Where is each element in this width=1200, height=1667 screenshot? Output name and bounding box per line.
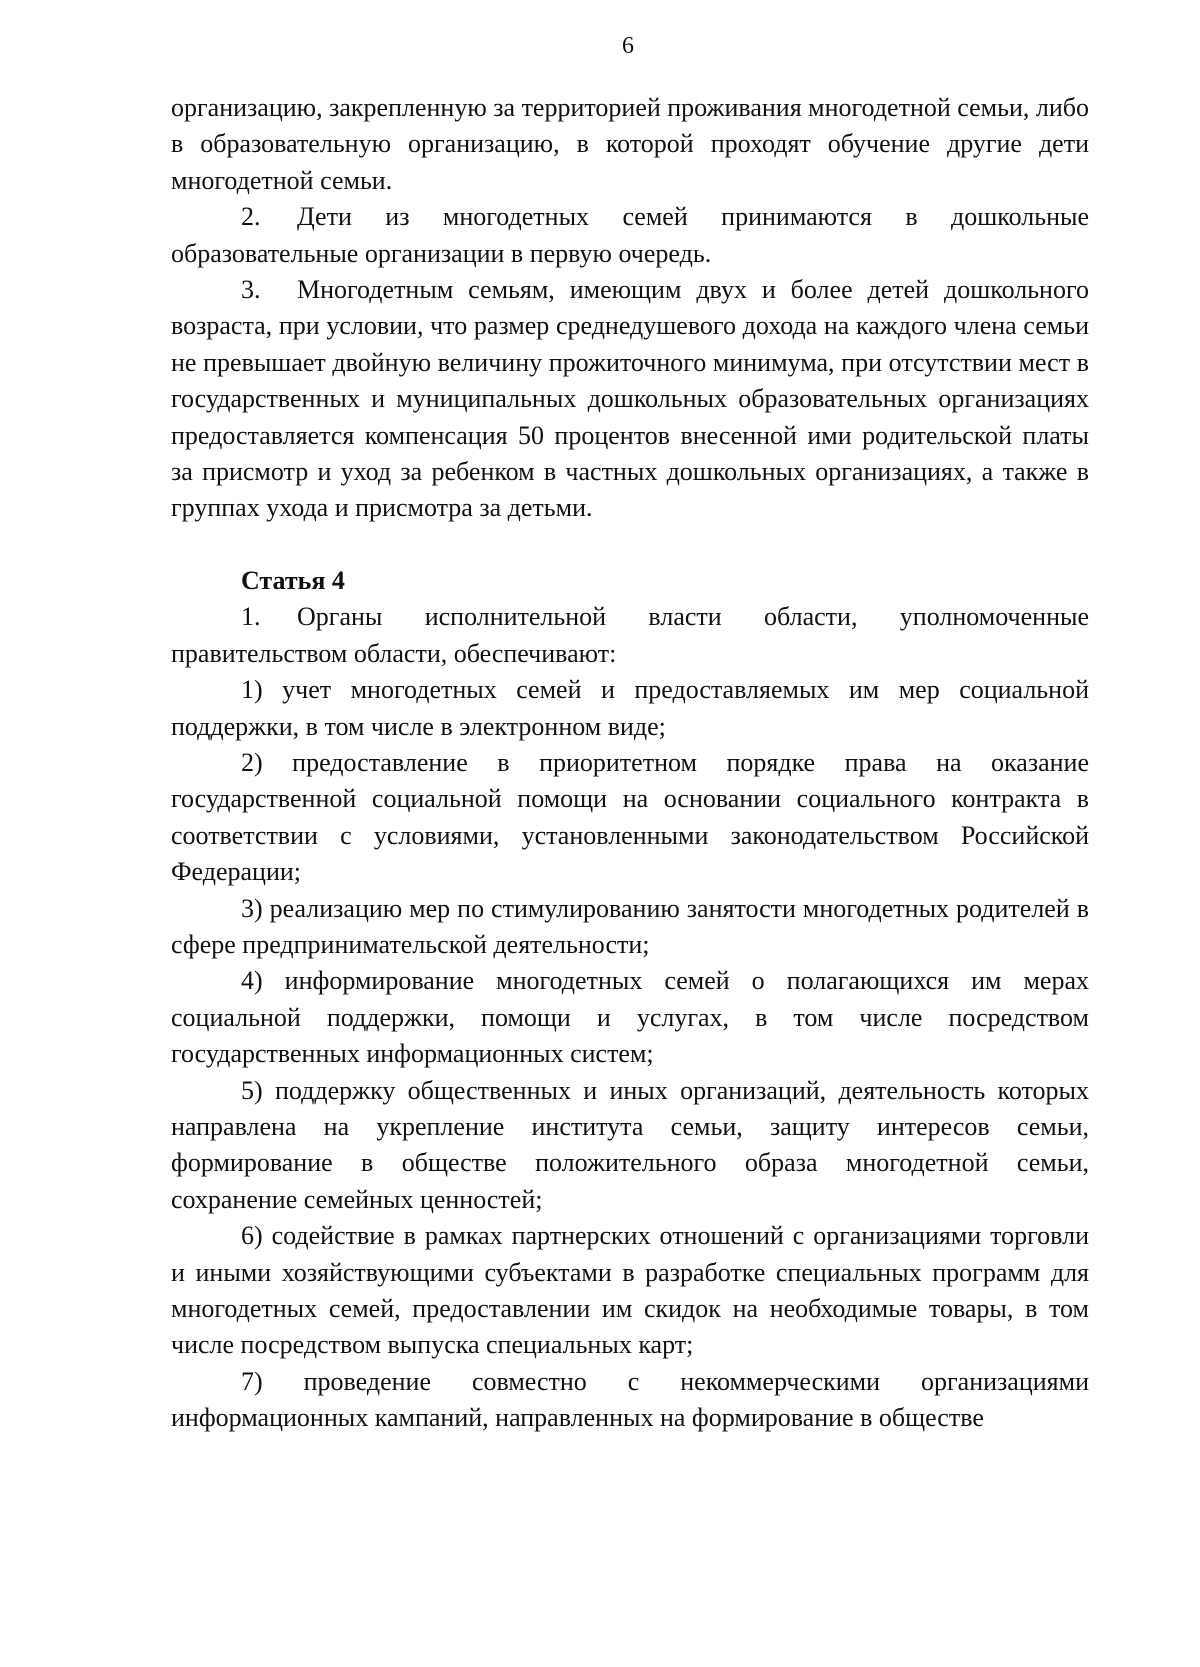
list-item: 1) учет многодетных семей и предоставляемых им мер социальной поддержки, в том числе в электронном виде; bbox=[171, 675, 1089, 741]
list-item: 7) проведение совместно с некоммерческими организациями информационных кампаний, направленных на формирование в обществе bbox=[171, 1366, 1089, 1433]
list-item: 5) поддержку общественных и иных организаций, деятельность которых направлена на укрепление института семьи, защиту интересов семьи, формирование в обществе положительного образа многодетной семьи, сохранение семейных ценностей; bbox=[171, 1075, 1089, 1214]
paragraph-continuation: организацию, закрепленную за территорией проживания многодетной семьи, либо в образовательную организацию, в которой проходят обучение другие дети многодетной семьи. bbox=[171, 93, 1090, 195]
point-text: Дети из многодетных семей принимаются в дошкольные образовательные организации в первую очередь. bbox=[171, 202, 1089, 268]
paragraph-article-point-1 bbox=[171, 599, 1089, 672]
article-heading: Статья 4 bbox=[241, 565, 345, 595]
point-text: Многодетным семьям, имеющим двух и более детей дошкольного возраста, при условии, что размер среднедушевого дохода на каждого члена семьи не превышает двойную величину прожиточного минимума, при отсутствии мест в государственных и муниципальных дошкольных образовательных организациях предоставляется компенсация 50 процентов внесенной ими родительской платы за присмотр и уход за ребенком в частных дошкольных организациях, а также в группах ухода и присмотра за детьми. bbox=[171, 275, 1089, 523]
point-number: 1. bbox=[241, 602, 261, 632]
list-item: 3) реализацию мер по стимулированию занятости многодетных родителей в сфере предпринимательской деятельности; bbox=[171, 893, 1089, 959]
paragraph-point-2 bbox=[171, 199, 1089, 272]
paragraph-point-3 bbox=[171, 272, 1089, 527]
list-item: 6) содействие в рамках партнерских отношений с организациями торговли и иными хозяйствующими субъектами в разработке специальных программ для многодетных семей, предоставлении им скидок на необходимые товары, в том числе посредством выпуска специальных карт; bbox=[171, 1221, 1089, 1360]
point-text: Органы исполнительной власти области, уполномоченные правительством области, обеспечивают: bbox=[171, 602, 1089, 668]
subitem-list bbox=[171, 672, 1089, 1437]
point-number: 2. bbox=[241, 202, 261, 232]
list-item: 2) предоставление в приоритетном порядке права на оказание государственной социальной помощи на основании социального контракта в соответствии с условиями, установленными законодательством Российской Федерации; bbox=[171, 747, 1089, 887]
point-number: 3. bbox=[241, 275, 261, 305]
page-number: 6 bbox=[622, 33, 634, 59]
list-item: 4) информирование многодетных семей о полагающихся им мерах социальной поддержки, помощи и услугах, в том числе посредством государственных информационных систем; bbox=[171, 966, 1089, 1069]
document-body bbox=[171, 90, 1089, 1437]
